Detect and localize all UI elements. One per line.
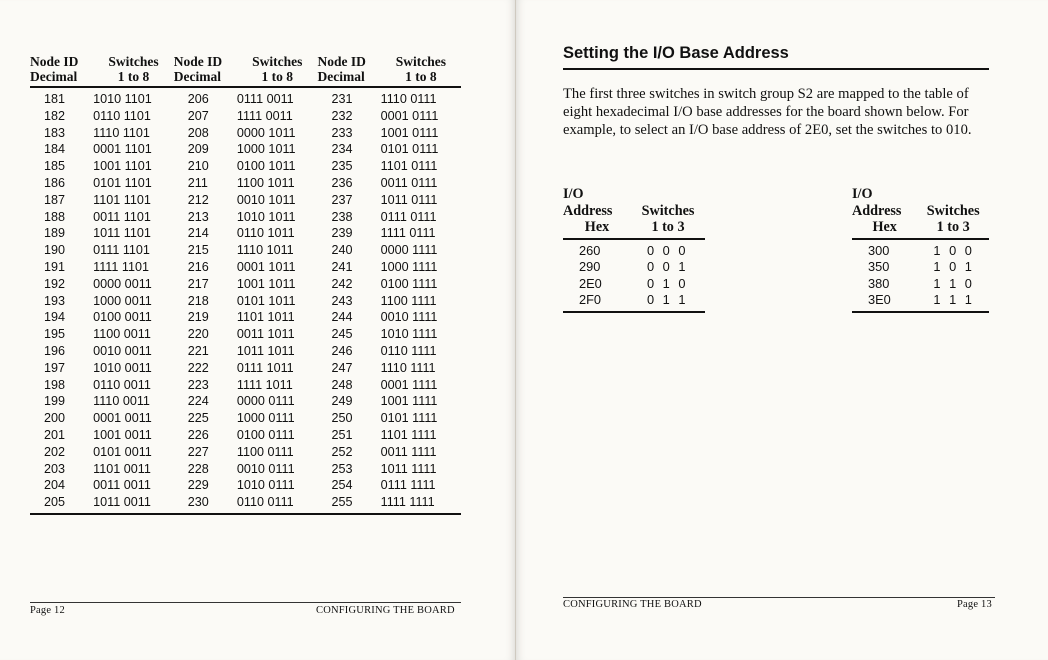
switch-setting-cell: 0001 0111 xyxy=(380,108,439,123)
switch-setting-cell: 0101 1111 xyxy=(380,411,438,426)
io-header-hex-right: Hex xyxy=(852,219,917,239)
title-rule xyxy=(563,68,989,70)
node-id-cell: 231 xyxy=(331,92,353,106)
node-id-cell: 190 xyxy=(44,243,66,258)
switch-setting-cell: 0101 0011 xyxy=(93,444,152,459)
switch-setting-cell: 0011 1111 xyxy=(380,444,437,459)
node-id-cell: 253 xyxy=(331,461,353,476)
switch-setting-cell: 0111 1101 xyxy=(93,243,150,258)
switch-setting-cell: 0100 1111 xyxy=(380,276,438,291)
node-id-cell: 212 xyxy=(187,192,209,207)
node-id-cell: 229 xyxy=(187,478,209,493)
header-decimal-3: Decimal xyxy=(318,69,381,87)
switch-setting-cell: 0000 0011 xyxy=(93,276,152,291)
switch-setting-cell: 1011 1111 xyxy=(380,461,437,476)
switch-setting-cell: 1000 1011 xyxy=(236,142,296,157)
node-id-cell: 184 xyxy=(44,142,66,157)
table-row xyxy=(30,108,461,125)
footer-rule-right xyxy=(563,597,995,598)
node-id-cell: 199 xyxy=(44,394,66,409)
io-table-right-body xyxy=(852,239,989,312)
node-id-cell: 188 xyxy=(44,209,66,224)
switch-setting-cell: 1011 1101 xyxy=(93,226,151,241)
io-address-cell: 2F0 xyxy=(563,292,631,312)
switch-setting-cell: 1110 1101 xyxy=(93,125,150,140)
switch-setting-cell: 0011 1011 xyxy=(236,327,295,342)
node-id-cell: 213 xyxy=(187,209,209,224)
switch-setting-cell: 1111 0011 xyxy=(236,108,293,123)
node-id-cell: 245 xyxy=(331,327,353,342)
node-id-cell: 250 xyxy=(331,411,353,426)
switch-setting-cell: 1001 0111 xyxy=(380,125,439,140)
io-header-io-left: I/O xyxy=(563,186,584,202)
node-id-cell: 254 xyxy=(331,478,353,493)
left-page xyxy=(0,0,516,660)
switch-setting-cell: 0101 1011 xyxy=(236,293,296,308)
io-header-address-left: Address xyxy=(563,202,613,219)
node-id-cell: 187 xyxy=(44,192,66,207)
node-id-switch-table xyxy=(30,54,461,515)
switch-setting-cell: 0001 0011 xyxy=(93,411,152,426)
table-row xyxy=(30,393,461,410)
switch-setting-cell: 0010 1111 xyxy=(380,310,438,325)
node-id-cell: 248 xyxy=(331,377,353,392)
header-range-2: 1 to 8 xyxy=(237,69,318,87)
table-row xyxy=(30,309,461,326)
node-id-cell: 207 xyxy=(187,108,209,123)
node-id-cell: 236 xyxy=(331,175,353,190)
switch-setting-cell: 0111 1111 xyxy=(380,478,436,493)
table-row xyxy=(30,242,461,259)
switch-setting-cell: 1000 0011 xyxy=(93,293,152,308)
node-id-cell: 215 xyxy=(187,243,209,258)
node-id-cell: 193 xyxy=(44,293,66,308)
node-id-cell: 238 xyxy=(331,209,353,224)
node-id-cell: 192 xyxy=(44,276,66,291)
header-range-3: 1 to 8 xyxy=(381,69,461,87)
io-header-range-right: 1 to 3 xyxy=(917,219,989,239)
switch-setting-cell: 0110 0111 xyxy=(237,494,318,514)
table-row xyxy=(30,209,461,226)
io-switch-cell: 1 0 1 xyxy=(933,259,975,275)
node-id-cell: 209 xyxy=(187,142,209,157)
node-id-cell: 183 xyxy=(44,125,66,140)
switch-setting-cell: 1100 1111 xyxy=(380,293,437,308)
switch-setting-cell: 0010 0111 xyxy=(236,461,295,476)
node-id-cell: 222 xyxy=(187,360,209,375)
switch-setting-cell: 1011 0011 xyxy=(93,494,174,514)
switch-setting-cell: 0111 0011 xyxy=(236,92,294,106)
node-id-cell: 181 xyxy=(44,92,66,106)
node-id-cell: 201 xyxy=(44,427,66,442)
node-id-cell: 198 xyxy=(44,377,66,392)
table-row xyxy=(30,276,461,293)
switch-setting-cell: 1010 1101 xyxy=(93,92,152,106)
page-number-left: Page 12 xyxy=(30,605,65,616)
io-address-cell: 260 xyxy=(579,242,601,258)
table-row xyxy=(30,158,461,175)
switch-setting-cell: 1101 0011 xyxy=(93,461,151,476)
node-id-cell: 227 xyxy=(187,444,209,459)
node-id-cell: 237 xyxy=(331,192,353,207)
switch-setting-cell: 1001 1011 xyxy=(236,276,296,291)
io-address-cell: 300 xyxy=(868,242,890,258)
node-id-cell: 217 xyxy=(187,276,209,291)
switch-setting-cell: 0110 1111 xyxy=(380,343,437,358)
switch-setting-cell: 0000 0111 xyxy=(236,394,295,409)
switch-setting-cell: 1100 0011 xyxy=(93,327,151,342)
io-header-switches-left: Switches xyxy=(641,202,695,219)
header-node-id-3: Node ID xyxy=(317,54,366,69)
switch-setting-cell: 1010 0011 xyxy=(93,360,152,375)
io-switch-cell: 0 1 0 xyxy=(647,275,688,291)
header-switches-1: Switches xyxy=(108,54,159,69)
node-id-cell: 224 xyxy=(187,394,209,409)
table-row xyxy=(30,377,461,394)
switch-setting-cell: 1100 1011 xyxy=(236,175,295,190)
header-switches-2: Switches xyxy=(252,54,303,69)
io-switch-cell: 1 1 0 xyxy=(933,275,975,291)
switch-setting-cell: 0110 1101 xyxy=(93,108,151,123)
io-address-cell: 380 xyxy=(868,275,890,291)
switch-setting-cell: 1011 1011 xyxy=(236,343,295,358)
node-id-cell: 218 xyxy=(187,293,209,308)
node-id-cell: 210 xyxy=(187,159,209,174)
switch-setting-cell: 1111 0111 xyxy=(380,226,436,241)
switch-setting-cell: 0100 0111 xyxy=(236,427,295,442)
io-header-address-right: Address xyxy=(852,202,902,219)
io-address-cell: 290 xyxy=(579,259,601,275)
intro-paragraph: The first three switches in switch group S2 are mapped to the table of eight hexadecimal I/O base addresses for the board shown below. For example, to select an I/O base address of 2E0, set the switches to 010. xyxy=(563,86,972,138)
switch-setting-cell: 0100 0011 xyxy=(93,310,152,325)
node-id-cell: 255 xyxy=(318,494,381,514)
io-address-cell: 350 xyxy=(868,259,890,275)
footer-rule-left xyxy=(30,602,461,603)
switch-setting-cell: 0011 0111 xyxy=(380,175,438,190)
header-node-id-1: Node ID xyxy=(30,54,79,69)
node-id-cell: 191 xyxy=(44,259,66,274)
table-row xyxy=(30,175,461,192)
io-switch-cell: 1 1 1 xyxy=(917,292,989,312)
switch-setting-cell: 1110 1111 xyxy=(380,360,436,375)
switch-setting-cell: 1101 1011 xyxy=(236,310,295,325)
table-row xyxy=(30,326,461,343)
footer-section-right: CONFIGURING THE BOARD xyxy=(563,599,702,610)
node-id-cell: 189 xyxy=(44,226,66,241)
switch-setting-cell: 1010 1011 xyxy=(236,209,296,224)
switch-setting-cell: 0010 0011 xyxy=(93,343,152,358)
header-decimal-1: Decimal xyxy=(30,69,93,87)
switch-setting-cell: 0101 1101 xyxy=(93,175,152,190)
page-number-right: Page 13 xyxy=(957,599,992,610)
switch-setting-cell: 0001 1111 xyxy=(380,377,438,392)
node-id-cell: 244 xyxy=(331,310,353,325)
table-row xyxy=(563,239,705,260)
node-id-cell: 220 xyxy=(187,327,209,342)
node-id-cell: 200 xyxy=(44,411,66,426)
switch-setting-cell: 1010 1111 xyxy=(380,327,438,342)
node-id-cell: 219 xyxy=(187,310,209,325)
switch-setting-cell: 1000 1111 xyxy=(380,259,438,274)
node-id-cell: 239 xyxy=(331,226,353,241)
table-row xyxy=(30,343,461,360)
table-row xyxy=(852,259,989,276)
io-switch-cell: 1 0 0 xyxy=(933,242,975,258)
node-id-cell: 235 xyxy=(331,159,353,174)
node-id-cell: 182 xyxy=(44,108,66,123)
switch-setting-cell: 0011 0011 xyxy=(93,478,151,493)
node-id-cell: 241 xyxy=(331,259,353,274)
switch-setting-cell: 0010 1011 xyxy=(236,192,296,207)
io-table-left-body xyxy=(563,239,705,312)
node-id-cell: 197 xyxy=(44,360,66,375)
io-address-cell: 2E0 xyxy=(579,275,602,291)
switch-setting-cell: 0111 1011 xyxy=(236,360,294,375)
io-switch-cell: 0 1 1 xyxy=(631,292,705,312)
node-id-cell: 185 xyxy=(44,159,66,174)
node-id-cell: 246 xyxy=(331,343,353,358)
table-row xyxy=(30,259,461,276)
io-header-hex-left: Hex xyxy=(563,219,631,239)
header-node-id-2: Node ID xyxy=(173,54,223,69)
switch-setting-cell: 1000 0111 xyxy=(236,411,295,426)
table-row xyxy=(30,87,461,108)
table-row xyxy=(30,125,461,142)
switch-setting-cell: 1001 1111 xyxy=(380,394,438,409)
io-header-io-right: I/O xyxy=(852,186,873,202)
switch-setting-cell: 0101 0111 xyxy=(380,142,439,157)
header-range-1: 1 to 8 xyxy=(93,69,174,87)
table-row xyxy=(30,494,461,514)
switch-setting-cell: 1010 0111 xyxy=(236,478,295,493)
io-switch-cell: 0 0 1 xyxy=(647,259,688,275)
switch-setting-cell: 0011 1101 xyxy=(93,209,151,224)
node-id-cell: 228 xyxy=(187,461,209,476)
switch-setting-cell: 0110 0011 xyxy=(93,377,151,392)
switch-setting-cell: 1101 1111 xyxy=(380,427,437,442)
node-id-cell: 226 xyxy=(187,427,209,442)
io-address-cell: 3E0 xyxy=(852,292,917,312)
io-switch-cell: 0 0 0 xyxy=(647,242,688,258)
node-id-cell: 196 xyxy=(44,343,66,358)
switch-setting-cell: 1011 0111 xyxy=(380,192,438,207)
node-id-cell: 252 xyxy=(331,444,353,459)
switch-setting-cell: 1110 1011 xyxy=(236,243,294,258)
table-row xyxy=(30,477,461,494)
node-id-cell: 225 xyxy=(187,411,209,426)
node-id-cell: 251 xyxy=(331,427,353,442)
node-id-cell: 232 xyxy=(331,108,353,123)
table-row xyxy=(30,225,461,242)
node-id-cell: 221 xyxy=(187,343,209,358)
table-row xyxy=(852,292,989,312)
table-row xyxy=(30,293,461,310)
io-header-range-left: 1 to 3 xyxy=(631,219,705,239)
switch-setting-cell: 1101 1101 xyxy=(93,192,151,207)
switch-setting-cell: 1111 1011 xyxy=(236,377,293,392)
switch-setting-cell: 1110 0011 xyxy=(93,394,150,409)
table-row xyxy=(30,141,461,158)
io-address-table-left xyxy=(563,186,705,313)
switch-setting-cell: 0000 1111 xyxy=(380,243,438,258)
switch-setting-cell: 0111 0111 xyxy=(380,209,437,224)
node-id-cell: 206 xyxy=(187,92,209,106)
io-header-switches-right: Switches xyxy=(926,202,980,219)
switch-setting-cell: 0110 1011 xyxy=(236,226,295,241)
node-table-body xyxy=(30,87,461,514)
switch-setting-cell: 0001 1011 xyxy=(236,259,296,274)
node-id-cell: 202 xyxy=(44,444,66,459)
node-id-cell: 211 xyxy=(187,175,208,190)
switch-setting-cell: 1001 0011 xyxy=(93,427,152,442)
switch-setting-cell: 0000 1011 xyxy=(236,125,296,140)
node-id-cell: 205 xyxy=(30,494,93,514)
node-id-cell: 242 xyxy=(331,276,353,291)
node-id-cell: 233 xyxy=(331,125,353,140)
table-row xyxy=(30,461,461,478)
node-id-cell: 247 xyxy=(331,360,353,375)
node-id-cell: 243 xyxy=(331,293,353,308)
node-id-cell: 249 xyxy=(331,394,353,409)
table-row xyxy=(852,276,989,293)
table-row xyxy=(30,360,461,377)
header-decimal-2: Decimal xyxy=(174,69,237,87)
table-row xyxy=(852,239,989,260)
node-id-cell: 240 xyxy=(331,243,353,258)
node-id-cell: 234 xyxy=(331,142,353,157)
node-id-cell: 223 xyxy=(187,377,209,392)
node-id-cell: 195 xyxy=(44,327,66,342)
table-row xyxy=(30,192,461,209)
switch-setting-cell: 0001 1101 xyxy=(93,142,152,157)
switch-setting-cell: 1100 0111 xyxy=(236,444,294,459)
table-row xyxy=(30,427,461,444)
switch-setting-cell: 1111 1111 xyxy=(381,494,461,514)
footer-section-left: CONFIGURING THE BOARD xyxy=(316,605,455,616)
switch-setting-cell: 0100 1011 xyxy=(236,159,296,174)
table-row xyxy=(563,259,705,276)
header-switches-3: Switches xyxy=(395,54,446,69)
node-id-cell: 186 xyxy=(44,175,66,190)
table-row xyxy=(563,292,705,312)
node-id-cell: 204 xyxy=(44,478,66,493)
node-id-cell: 208 xyxy=(187,125,209,140)
switch-setting-cell: 1111 1101 xyxy=(93,259,149,274)
node-id-cell: 230 xyxy=(174,494,237,514)
section-title: Setting the I/O Base Address xyxy=(563,44,789,62)
node-id-cell: 214 xyxy=(187,226,209,241)
io-address-table-right xyxy=(852,186,989,313)
table-row xyxy=(563,276,705,293)
node-id-cell: 216 xyxy=(187,259,209,274)
switch-setting-cell: 1001 1101 xyxy=(93,159,152,174)
switch-setting-cell: 1101 0111 xyxy=(380,159,438,174)
node-id-cell: 194 xyxy=(44,310,66,325)
table-row xyxy=(30,444,461,461)
switch-setting-cell: 1110 0111 xyxy=(380,92,437,106)
node-id-cell: 203 xyxy=(44,461,66,476)
table-row xyxy=(30,410,461,427)
